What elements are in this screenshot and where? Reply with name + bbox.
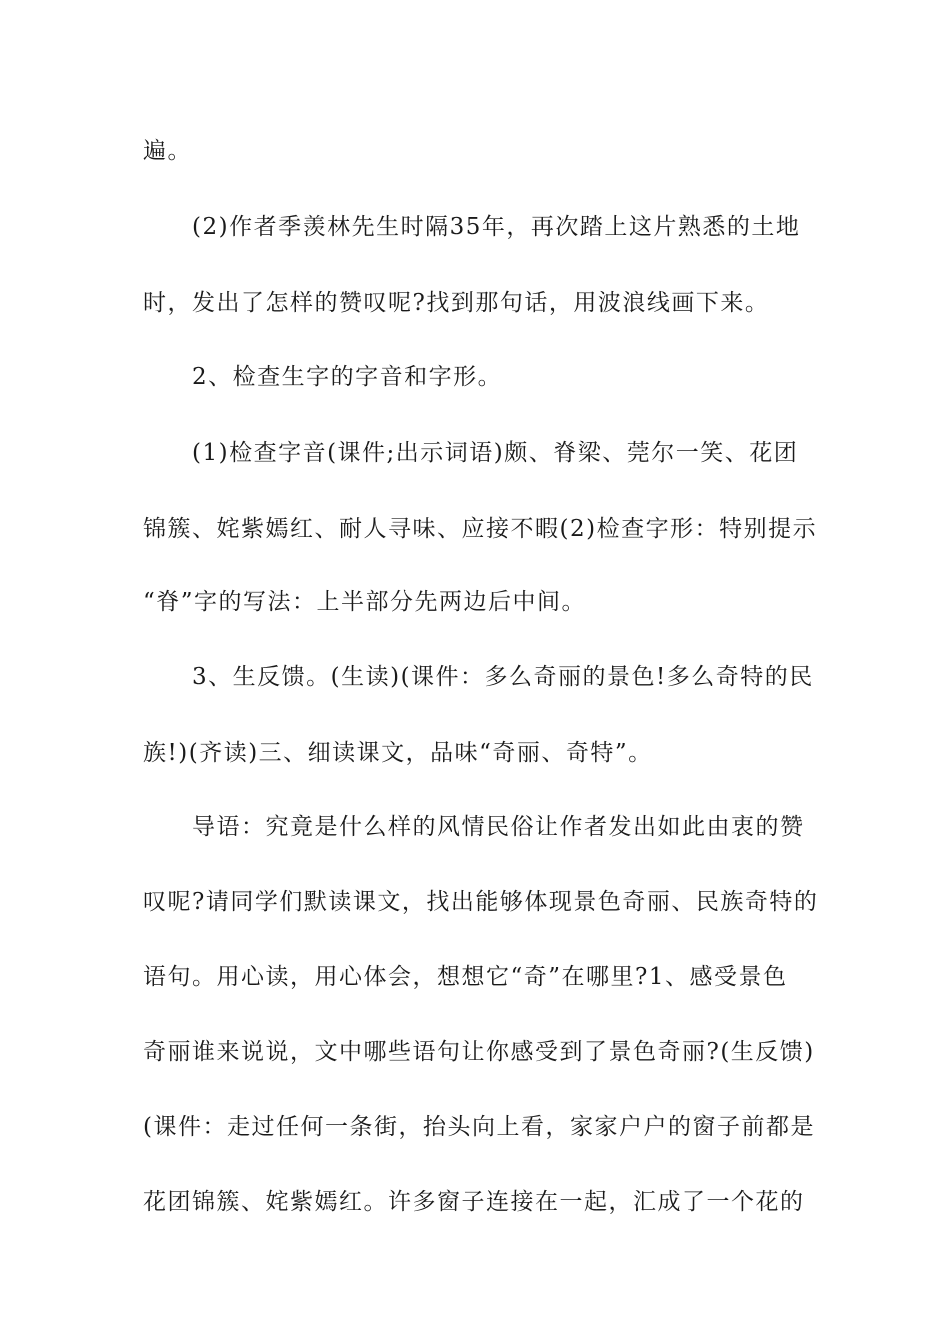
text-line: 语句。用心读，用心体会，想想它“奇”在哪里?1、感受景色 <box>143 964 788 990</box>
text-line: “脊”字的写法：上半部分先两边后中间。 <box>143 589 587 615</box>
text-line: 2、检查生字的字音和字形。 <box>143 364 503 390</box>
text-line: (2)作者季羡林先生时隔35年，再次踏上这片熟悉的土地 <box>143 214 801 240</box>
text-line: 遍。 <box>143 138 192 164</box>
text-line: 奇丽谁来说说，文中哪些语句让你感受到了景色奇丽?(生反馈) <box>143 1039 815 1065</box>
text-line: 导语：究竟是什么样的风情民俗让作者发出如此由衷的赞 <box>143 814 805 840</box>
text-line: 时，发出了怎样的赞叹呢?找到那句话，用波浪线画下来。 <box>143 290 770 316</box>
text-line: 叹呢?请同学们默读课文，找出能够体现景色奇丽、民族奇特的 <box>143 889 819 915</box>
text-line: (课件：走过任何一条街，抬头向上看，家家户户的窗子前都是 <box>143 1114 815 1140</box>
text-line: 锦簇、姹紫嫣红、耐人寻味、应接不暇(2)检查字形：特别提示 <box>143 516 818 542</box>
text-line: 族!)(齐读)三、细读课文，品味“奇丽、奇特”。 <box>143 740 653 766</box>
text-line: 花团锦簇、姹紫嫣红。许多窗子连接在一起，汇成了一个花的 <box>143 1189 805 1215</box>
text-line: 3、生反馈。(生读)(课件：多么奇丽的景色!多么奇特的民 <box>143 664 814 690</box>
text-line: (1)检查字音(课件;出示词语)颇、脊梁、莞尔一笑、花团 <box>143 440 799 466</box>
